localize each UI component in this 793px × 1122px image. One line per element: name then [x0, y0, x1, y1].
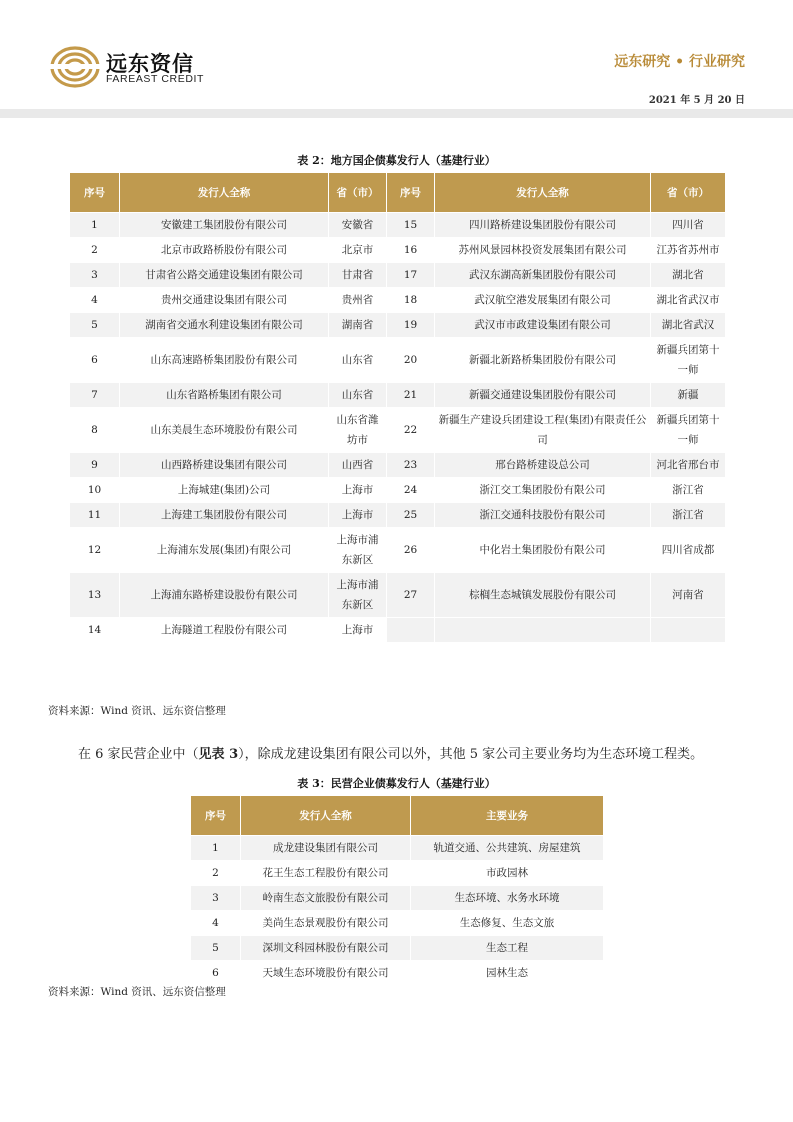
table-cell: 26	[387, 528, 435, 573]
table-cell: 17	[387, 263, 435, 288]
table-cell: 生态工程	[411, 936, 604, 961]
table3-reference: 见表 3	[198, 747, 239, 762]
table-cell: 上海浦东发展(集团)有限公司	[120, 528, 329, 573]
table-row	[70, 288, 726, 313]
table-cell: 16	[387, 238, 435, 263]
table-cell: 19	[387, 313, 435, 338]
table-cell: 浙江交通科技股份有限公司	[435, 503, 651, 528]
table-cell: 上海建工集团股份有限公司	[120, 503, 329, 528]
table2-header-cell: 发行人全称	[435, 173, 651, 213]
table-cell: 6	[70, 338, 120, 383]
table-row	[70, 503, 726, 528]
header-divider	[0, 109, 793, 118]
table-row	[70, 618, 726, 643]
table-cell: 中化岩土集团股份有限公司	[435, 528, 651, 573]
fareast-logo-icon	[50, 45, 100, 89]
report-date: 2021 年 5 月 20 日	[648, 95, 745, 106]
table-cell: 上海市浦东新区	[329, 573, 387, 618]
table-cell: 2	[70, 238, 120, 263]
table-cell: 6	[191, 961, 241, 986]
table3-header-row	[191, 796, 604, 836]
table3-private-issuers	[190, 795, 604, 986]
table-row	[70, 453, 726, 478]
table-cell: 湖南省交通水利建设集团有限公司	[120, 313, 329, 338]
table-cell: 山东美晨生态环境股份有限公司	[120, 408, 329, 453]
table-row	[191, 936, 604, 961]
table-cell: 25	[387, 503, 435, 528]
paragraph-text-after: ），除成龙建设集团有限公司以外，其他 5 家公司主要业务均为生态环境工程类。	[238, 747, 704, 762]
table-cell: 棕榈生态城镇发展股份有限公司	[435, 573, 651, 618]
table-cell: 18	[387, 288, 435, 313]
table-row	[191, 836, 604, 861]
paragraph-text-before: 在 6 家民营企业中（	[78, 747, 199, 762]
table-cell: 湖北省武汉	[651, 313, 726, 338]
table-cell: 4	[70, 288, 120, 313]
table-cell: 20	[387, 338, 435, 383]
table-cell: 新疆兵团第十一师	[651, 338, 726, 383]
brand-name-cn: 远东资信	[106, 52, 194, 76]
table-cell: 12	[70, 528, 120, 573]
table-cell: 7	[70, 383, 120, 408]
table-cell: 甘肃省公路交通建设集团有限公司	[120, 263, 329, 288]
table-cell: 27	[387, 573, 435, 618]
table-cell: 10	[70, 478, 120, 503]
table-cell: 3	[70, 263, 120, 288]
table-cell: 浙江交工集团股份有限公司	[435, 478, 651, 503]
table2-header-cell: 省（市）	[329, 173, 387, 213]
table-cell: 邢台路桥建设总公司	[435, 453, 651, 478]
table-cell: 新疆交通建设集团股份有限公司	[435, 383, 651, 408]
table-cell: 江苏省苏州市	[651, 238, 726, 263]
table-cell: 北京市政路桥股份有限公司	[120, 238, 329, 263]
table-cell: 山东省	[329, 383, 387, 408]
table2-local-soe-issuers	[69, 172, 726, 643]
table-cell: 15	[387, 213, 435, 238]
table-cell: 24	[387, 478, 435, 503]
table-cell: 四川省成都	[651, 528, 726, 573]
table-cell: 上海市	[329, 618, 387, 643]
table2-header-cell: 省（市）	[651, 173, 726, 213]
table-row	[191, 861, 604, 886]
table-cell: 四川省	[651, 213, 726, 238]
table2-header-row	[70, 173, 726, 213]
body-paragraph	[78, 743, 703, 762]
table2-header-cell: 序号	[387, 173, 435, 213]
table-cell: 4	[191, 911, 241, 936]
table-cell: 花王生态工程股份有限公司	[241, 861, 411, 886]
table-row	[191, 961, 604, 986]
table-row	[70, 313, 726, 338]
table3-header-cell: 发行人全称	[241, 796, 411, 836]
table-cell: 湖北省	[651, 263, 726, 288]
table-cell: 上海浦东路桥建设股份有限公司	[120, 573, 329, 618]
table3-source-note: 资料来源：Wind 资讯、远东资信整理	[48, 986, 226, 998]
brand-name-en: FAREAST CREDIT	[106, 73, 205, 85]
table-cell: 上海隧道工程股份有限公司	[120, 618, 329, 643]
table-cell: 1	[70, 213, 120, 238]
table-cell: 山东高速路桥集团股份有限公司	[120, 338, 329, 383]
table-cell: 天域生态环境股份有限公司	[241, 961, 411, 986]
table-cell: 湖南省	[329, 313, 387, 338]
table-row	[70, 573, 726, 618]
table-cell: 甘肃省	[329, 263, 387, 288]
table-cell: 2	[191, 861, 241, 886]
table-cell: 3	[191, 886, 241, 911]
table-cell: 22	[387, 408, 435, 453]
table3-caption: 表 3：民营企业债募发行人（基建行业）	[297, 777, 496, 790]
table-cell: 21	[387, 383, 435, 408]
table-row	[70, 213, 726, 238]
table-row	[70, 383, 726, 408]
table-cell: 武汉市市政建设集团有限公司	[435, 313, 651, 338]
table-cell: 1	[191, 836, 241, 861]
table-cell: 武汉东湖高新集团股份有限公司	[435, 263, 651, 288]
table-cell: 9	[70, 453, 120, 478]
table-cell: 11	[70, 503, 120, 528]
table-cell: 新疆	[651, 383, 726, 408]
table-cell: 市政园林	[411, 861, 604, 886]
table-cell: 上海城建(集团)公司	[120, 478, 329, 503]
table2-source-note: 资料来源：Wind 资讯、远东资信整理	[48, 705, 226, 717]
table-row	[70, 338, 726, 383]
table-cell: 成龙建设集团有限公司	[241, 836, 411, 861]
table-cell: 北京市	[329, 238, 387, 263]
table-cell: 四川路桥建设集团股份有限公司	[435, 213, 651, 238]
table-row	[70, 238, 726, 263]
table-cell: 14	[70, 618, 120, 643]
table-cell: 河南省	[651, 573, 726, 618]
table-cell: 生态环境、水务水环境	[411, 886, 604, 911]
table-cell: 安徽建工集团股份有限公司	[120, 213, 329, 238]
table-cell: 23	[387, 453, 435, 478]
table-row	[70, 408, 726, 453]
table2-header-cell: 序号	[70, 173, 120, 213]
table-cell: 岭南生态文旅股份有限公司	[241, 886, 411, 911]
table3-header-cell: 序号	[191, 796, 241, 836]
table-cell: 山东省路桥集团有限公司	[120, 383, 329, 408]
table-cell: 山东省	[329, 338, 387, 383]
table-row	[70, 528, 726, 573]
table-cell: 浙江省	[651, 503, 726, 528]
table-cell: 生态修复、生态文旅	[411, 911, 604, 936]
page-header	[0, 0, 793, 118]
table-cell: 安徽省	[329, 213, 387, 238]
table-cell: 新疆北新路桥集团股份有限公司	[435, 338, 651, 383]
table-cell: 轨道交通、公共建筑、房屋建筑	[411, 836, 604, 861]
table-cell	[651, 618, 726, 643]
table-cell: 13	[70, 573, 120, 618]
table-cell	[387, 618, 435, 643]
table-row	[191, 886, 604, 911]
table-cell: 武汉航空港发展集团有限公司	[435, 288, 651, 313]
table-cell: 山东省潍坊市	[329, 408, 387, 453]
table-cell: 新疆兵团第十一师	[651, 408, 726, 453]
report-tagline: 远东研究 • 行业研究	[614, 54, 745, 70]
table-cell: 5	[191, 936, 241, 961]
table2-caption: 表 2：地方国企债募发行人（基建行业）	[297, 154, 496, 167]
table-cell: 园林生态	[411, 961, 604, 986]
table-cell: 新疆生产建设兵团建设工程(集团)有限责任公司	[435, 408, 651, 453]
table-row	[70, 263, 726, 288]
table2-header-cell: 发行人全称	[120, 173, 329, 213]
table-cell: 贵州省	[329, 288, 387, 313]
table-row	[191, 911, 604, 936]
table-cell: 美尚生态景观股份有限公司	[241, 911, 411, 936]
table-cell: 8	[70, 408, 120, 453]
table-row	[70, 478, 726, 503]
table-cell: 河北省邢台市	[651, 453, 726, 478]
table-cell: 上海市	[329, 503, 387, 528]
table-cell: 上海市	[329, 478, 387, 503]
table-cell: 苏州风景园林投资发展集团有限公司	[435, 238, 651, 263]
table-cell: 5	[70, 313, 120, 338]
table3-header-cell: 主要业务	[411, 796, 604, 836]
table-cell: 深圳文科园林股份有限公司	[241, 936, 411, 961]
table-cell: 浙江省	[651, 478, 726, 503]
table-cell: 贵州交通建设集团有限公司	[120, 288, 329, 313]
table-cell: 山西省	[329, 453, 387, 478]
table-cell: 湖北省武汉市	[651, 288, 726, 313]
table-cell	[435, 618, 651, 643]
table-cell: 上海市浦东新区	[329, 528, 387, 573]
table-cell: 山西路桥建设集团有限公司	[120, 453, 329, 478]
